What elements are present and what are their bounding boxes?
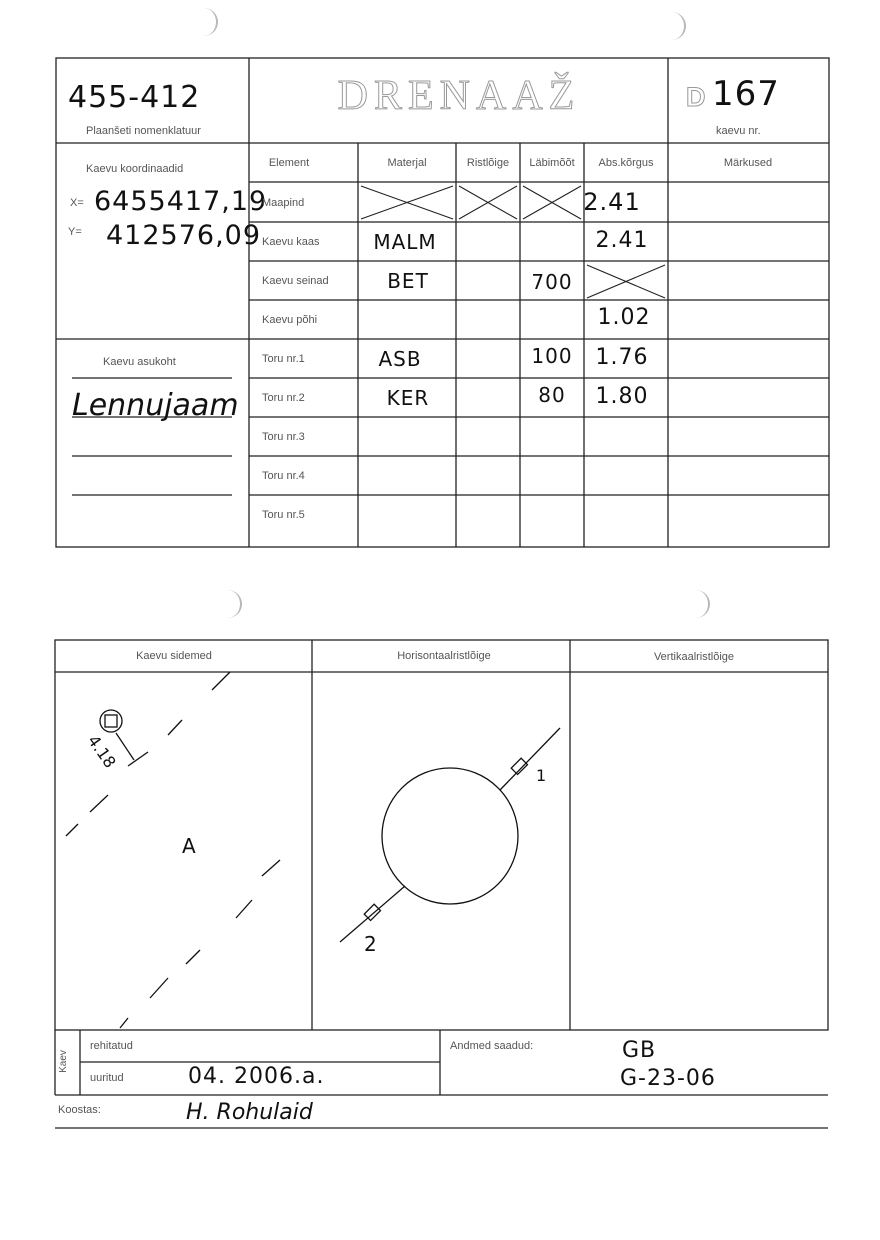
cell-labimoot: 100 xyxy=(531,344,573,368)
y-coordinate: 412576,09 xyxy=(106,220,262,251)
row-label: Kaevu seinad xyxy=(262,275,329,287)
sketch-col-label-connections: Kaevu sidemed xyxy=(136,650,212,662)
cell-materjal: BET xyxy=(387,269,429,293)
kaev-label: Kaev xyxy=(57,1050,69,1073)
location-value: Lennujaam xyxy=(72,388,239,423)
cell-materjal: MALM xyxy=(373,230,437,254)
horizontal-section-drawing xyxy=(340,728,560,942)
x-label: X= xyxy=(70,197,84,209)
pipe-1-label: 1 xyxy=(536,766,548,785)
nomenclature-label: Plaanšeti nomenklatuur xyxy=(86,125,201,137)
cell-abs: 1.02 xyxy=(597,305,651,330)
cell-materjal: ASB xyxy=(378,347,422,371)
compiled-label: Koostas: xyxy=(58,1104,101,1116)
cell-labimoot: 700 xyxy=(531,270,573,294)
row-label: Toru nr.1 xyxy=(262,353,305,365)
point-label-a: A xyxy=(182,834,197,858)
pipe-2-label: 2 xyxy=(364,932,378,956)
rehab-label: rehitatud xyxy=(90,1040,133,1052)
well-connection-sketch xyxy=(66,672,280,1028)
row-label: Toru nr.2 xyxy=(262,392,305,404)
cell-abs: 2.41 xyxy=(583,188,641,216)
cell-abs: 1.80 xyxy=(595,384,649,409)
row-label: Kaevu kaas xyxy=(262,236,320,248)
col-header-element: Element xyxy=(268,157,310,169)
row-label: Toru nr.3 xyxy=(262,431,305,443)
data-source-value-2: G-23-06 xyxy=(620,1066,716,1091)
well-number: 167 xyxy=(712,74,780,114)
cell-abs: 2.41 xyxy=(595,228,649,253)
row-label: Toru nr.5 xyxy=(262,509,305,521)
sketch-col-label-horizontal: Horisontaalristlõige xyxy=(397,650,491,662)
surveyed-value: 04. 2006.a. xyxy=(188,1064,325,1089)
x-coordinate: 6455417,19 xyxy=(94,186,268,217)
row-label: Kaevu põhi xyxy=(262,314,318,326)
coordinates-label: Kaevu koordinaadid xyxy=(86,163,184,175)
col-header-abs-height: Abs.kõrgus xyxy=(598,157,654,169)
cell-materjal: KER xyxy=(386,386,430,410)
data-source-label: Andmed saadud: xyxy=(450,1040,534,1052)
data-source-value-1: GB xyxy=(622,1038,657,1063)
cell-abs: 1.76 xyxy=(595,345,649,370)
form-title: DRENAAŽ xyxy=(337,73,581,119)
row-label: Maapind xyxy=(262,197,305,209)
sketch-col-label-vertical: Vertikaalristlõige xyxy=(653,651,735,663)
cell-labimoot: 80 xyxy=(538,383,566,407)
col-header-notes: Märkused xyxy=(723,157,773,169)
measurement-text: 4.18 xyxy=(83,731,120,772)
y-label: Y= xyxy=(68,226,82,238)
location-label: Kaevu asukoht xyxy=(103,356,176,368)
well-prefix: D xyxy=(686,82,706,112)
compiled-value: H. Rohulaid xyxy=(186,1100,313,1125)
well-number-label: kaevu nr. xyxy=(716,125,761,137)
col-header-cross-section: Ristlõige xyxy=(466,157,510,169)
row-label: Toru nr.4 xyxy=(262,470,305,482)
surveyed-label: uuritud xyxy=(90,1072,124,1084)
nomenclature-value: 455-412 xyxy=(68,80,201,115)
col-header-diameter: Läbimõõt xyxy=(529,157,575,169)
col-header-material: Materjal xyxy=(387,157,427,169)
